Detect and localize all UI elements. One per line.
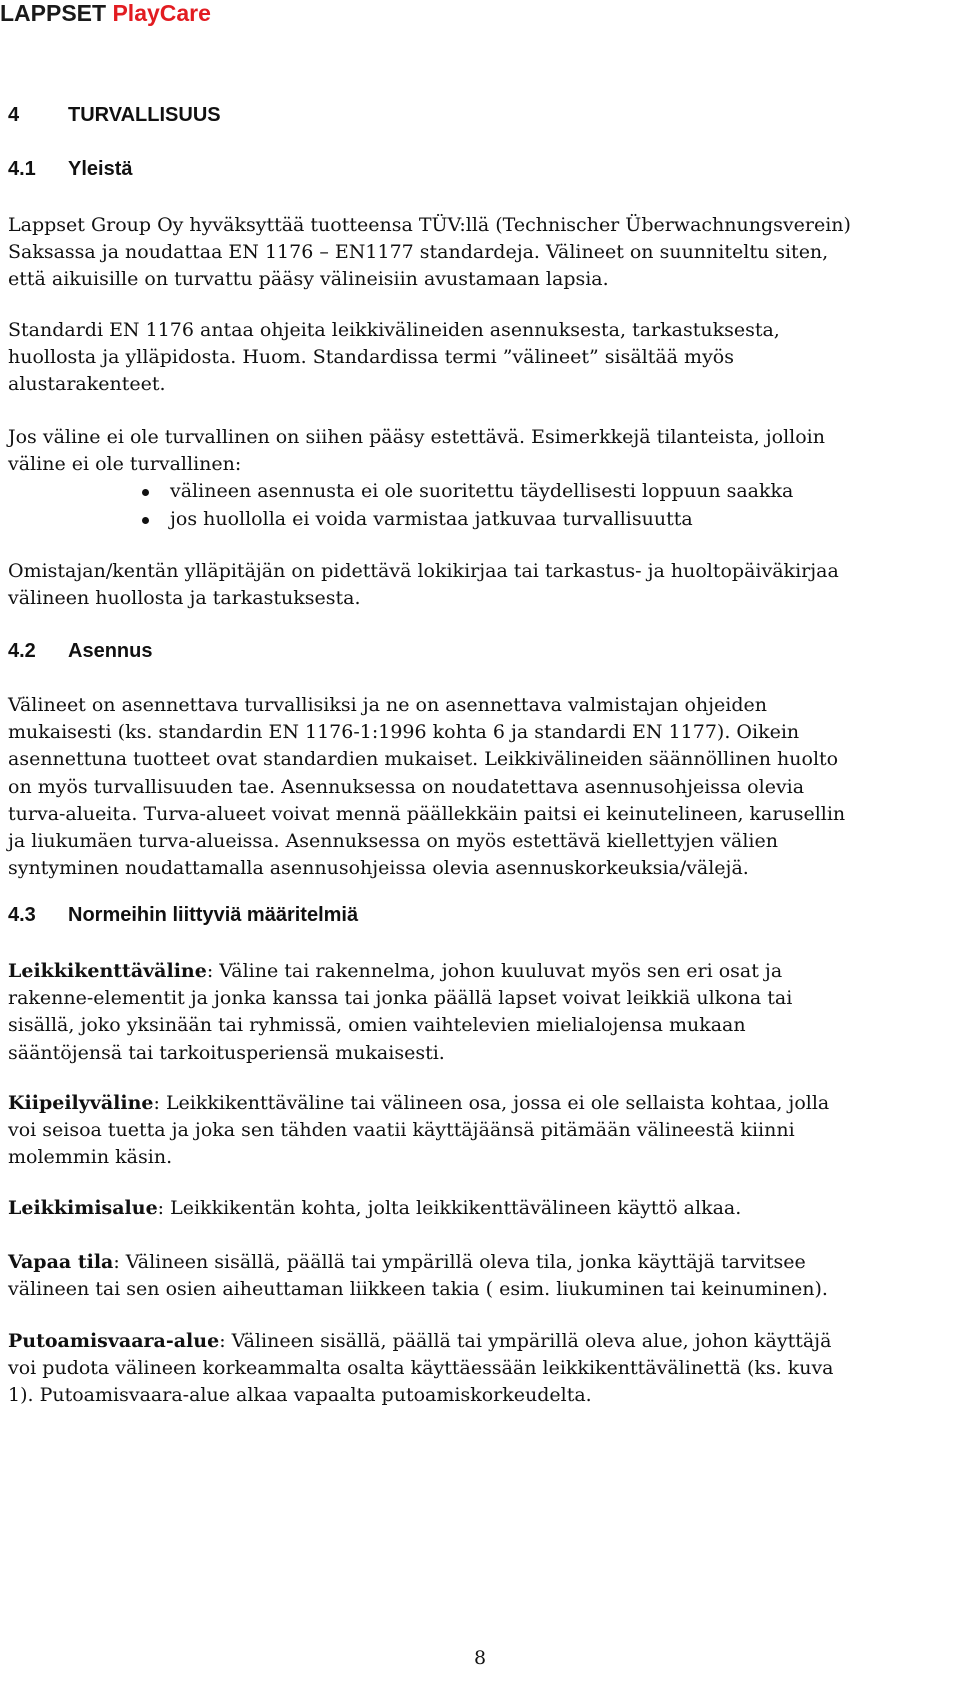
section-title: TURVALLISUUS xyxy=(68,104,221,126)
brand-name-lappset: LAPPSET xyxy=(0,0,107,26)
text-line: : Leikkikenttäväline tai välineen osa, jossa ei ole sellaista kohtaa, jolla xyxy=(153,1092,830,1114)
bullet-list xyxy=(130,478,950,533)
definition-term: Leikkikenttäväline xyxy=(8,960,207,982)
text-line: Jos väline ei ole turvallinen on siihen pääsy estettävä. Esimerkkejä tilanteista, jolloin xyxy=(8,426,825,448)
section-number: 4.1 xyxy=(8,158,36,180)
definition-vapaa-tila xyxy=(8,1249,958,1303)
text-line: : Leikkikentän kohta, jolta leikkikenttävälineen käyttö alkaa. xyxy=(157,1197,742,1219)
text-line: voi seisoa tuetta ja joka sen tähden vaatii käyttäjäänsä pitämään välineestä kiinni xyxy=(8,1119,795,1142)
text-line: syntyminen noudattamalla asennusohjeissa olevia asennuskorkeuksia/välejä. xyxy=(8,857,749,880)
definition-leikkimisalue xyxy=(8,1195,958,1222)
definition-term: Kiipeilyväline xyxy=(8,1092,154,1114)
paragraph-installation xyxy=(8,692,958,882)
text-line: huollosta ja ylläpidosta. Huom. Standardissa termi ”välineet” sisältää myös xyxy=(8,346,734,369)
text-line: Saksassa ja noudattaa EN 1176 – EN1177 standardeja. Välineet on suunniteltu siten, xyxy=(8,241,829,264)
section-4-1-heading xyxy=(8,158,132,181)
text-line: välineen huollosta ja tarkastuksesta. xyxy=(8,587,361,610)
text-line: sääntöjensä tai tarkoitusperiensä mukaisesti. xyxy=(8,1041,445,1064)
text-line: turva-alueita. Turva-alueet voivat mennä päällekkäin paitsi ei keinutelineen, karusellin xyxy=(8,802,846,825)
section-4-3-heading xyxy=(8,904,358,927)
text-line: asennettuna tuotteet ovat standardien mukaiset. Leikkivälineiden säännöllinen huolto xyxy=(8,748,839,771)
text-line: rakenne-elementit ja jonka kanssa tai jonka päällä lapset voivat leikkiä ulkona tai xyxy=(8,987,793,1010)
definition-term: Putoamisvaara-alue xyxy=(8,1330,220,1352)
paragraph-standard xyxy=(8,317,958,399)
text-line: : Väline tai rakennelma, johon kuuluvat myös sen eri osat ja xyxy=(206,960,783,982)
text-line: molemmin käsin. xyxy=(8,1146,173,1169)
text-line: Välineet on asennettava turvallisiksi ja ne on asennettava valmistajan ohjeiden xyxy=(8,694,767,716)
text-line: ja liukumäen turva-alueissa. Asennuksessa on myös estettävä kiellettyjen välien xyxy=(8,830,778,853)
text-line: sisällä, joko yksinään tai ryhmissä, omien vaihtelevien mielialojensa mukaan xyxy=(8,1014,746,1037)
text-line: Standardi EN 1176 antaa ohjeita leikkivälineiden asennuksesta, tarkastuksesta, xyxy=(8,319,780,341)
section-title: Asennus xyxy=(68,640,153,662)
text-line: välineen tai sen osien aiheuttaman liikkeen takia ( esim. liukuminen tai keinuminen). xyxy=(8,1278,828,1301)
text-line: : Välineen sisällä, päällä tai ympärillä oleva alue, johon käyttäjä xyxy=(219,1330,832,1352)
definition-kiipeilyvaline xyxy=(8,1090,958,1172)
paragraph-unsafe xyxy=(8,424,958,478)
text-line: että aikuisille on turvattu pääsy välineisiin avustamaan lapsia. xyxy=(8,268,609,291)
text-line: voi pudota välineen korkeammalta osalta käyttäessään leikkikenttävälinettä (ks. kuva xyxy=(8,1357,834,1380)
brand-logo xyxy=(0,0,211,30)
text-line: väline ei ole turvallinen: xyxy=(8,453,242,476)
section-title: Normeihin liittyviä määritelmiä xyxy=(68,904,359,926)
section-number: 4.3 xyxy=(8,904,36,926)
bullet-icon xyxy=(142,517,149,524)
list-item xyxy=(130,478,950,506)
list-item xyxy=(130,506,950,534)
section-title: Yleistä xyxy=(68,158,133,180)
list-item-text: jos huollolla ei voida varmistaa jatkuvaa turvallisuutta xyxy=(170,507,693,530)
text-line: alustarakenteet. xyxy=(8,373,166,396)
section-number: 4.2 xyxy=(8,640,36,662)
text-line: mukaisesti (ks. standardin EN 1176-1:1996 kohta 6 ja standardi EN 1177). Oikein xyxy=(8,721,800,744)
text-line: : Välineen sisällä, päällä tai ympärillä oleva tila, jonka käyttäjä tarvitsee xyxy=(113,1251,806,1273)
text-line: 1). Putoamisvaara-alue alkaa vapaalta putoamiskorkeudelta. xyxy=(8,1384,592,1407)
text-line: Omistajan/kentän ylläpitäjän on pidettävä lokikirjaa tai tarkastus- ja huoltopäiväkirjaa xyxy=(8,560,839,582)
section-4-2-heading xyxy=(8,640,152,663)
brand-name-playcare: PlayCare xyxy=(112,0,211,26)
definition-term: Leikkimisalue xyxy=(8,1197,158,1219)
definition-leikkikenttavaline xyxy=(8,958,958,1067)
page-number: 8 xyxy=(473,1647,487,1669)
list-item-text: välineen asennusta ei ole suoritettu täydellisesti loppuun saakka xyxy=(170,480,794,502)
text-line: Lappset Group Oy hyväksyttää tuotteensa TÜV:llä (Technischer Überwachnungsverein) xyxy=(8,214,851,236)
definition-term: Vapaa tila xyxy=(8,1251,114,1273)
paragraph-tuv xyxy=(8,212,958,294)
definition-putoamisvaara-alue xyxy=(8,1328,958,1410)
bullet-icon xyxy=(142,489,149,496)
paragraph-logbook xyxy=(8,558,958,612)
section-4-heading xyxy=(8,104,221,127)
section-number: 4 xyxy=(8,104,20,126)
text-line: on myös turvallisuuden tae. Asennuksessa on noudatettava asennusohjeissa olevia xyxy=(8,775,805,798)
